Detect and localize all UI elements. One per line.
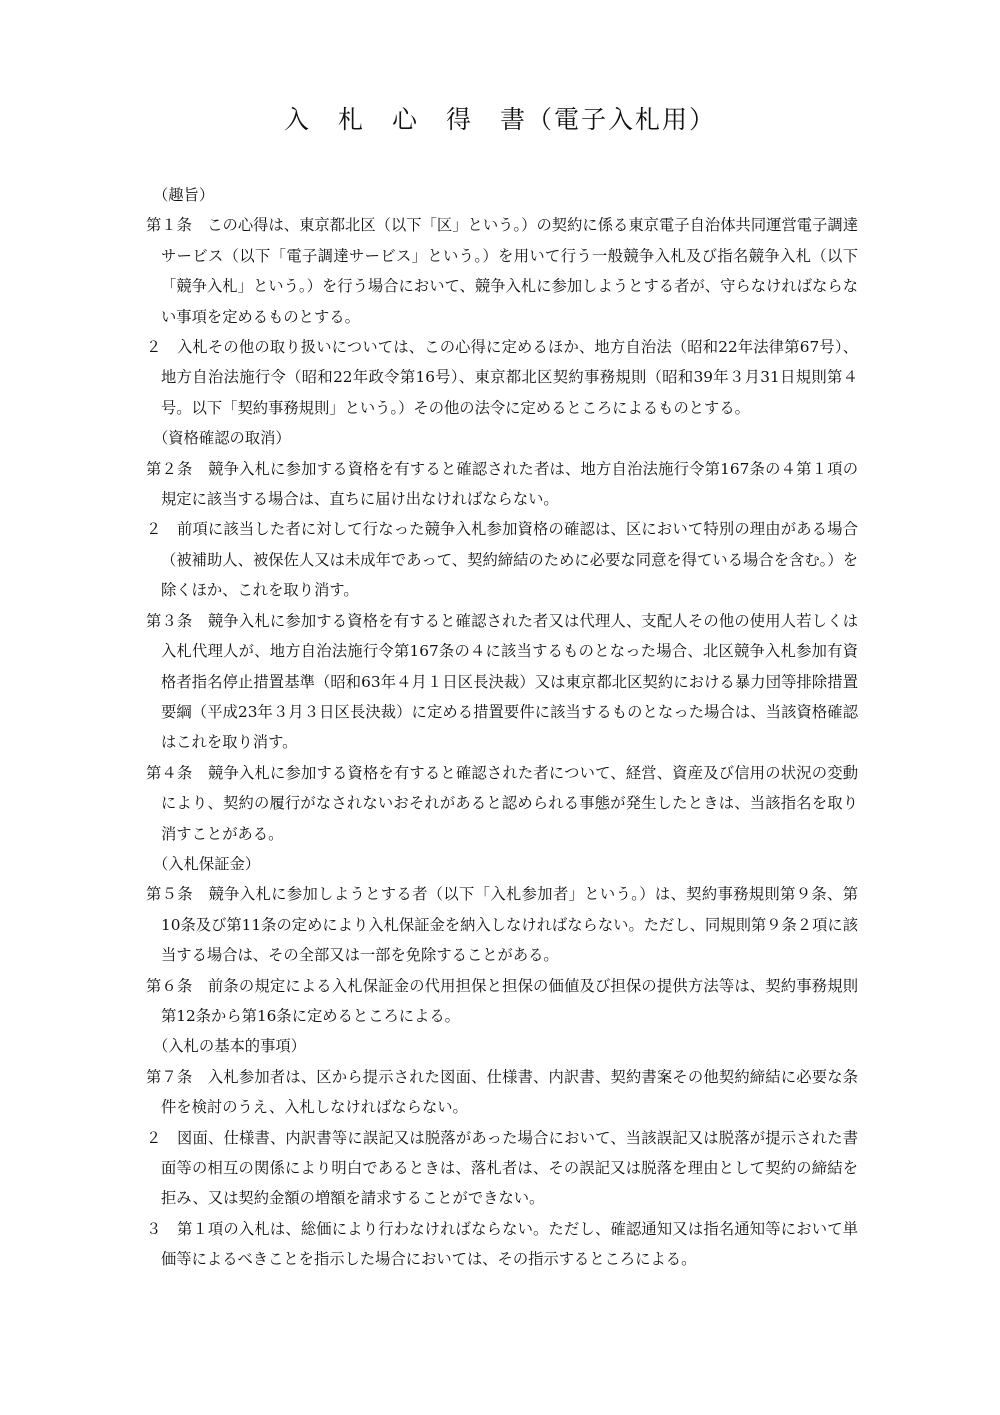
document-body	[146, 180, 858, 1275]
article-2-paragraph-2: ２ 前項に該当した者に対して行なった競争入札参加資格の確認は、区において特別の理由がある場合（被補助人、被保佐人又は未成年であって、契約締結のために必要な同意を得ている場合を含む。）を除くほか、これを取り消す。	[146, 520, 858, 600]
document-title: 入 札 心 得 書（電子入札用）	[283, 105, 716, 134]
article-6: 第６条 前条の規定による入札保証金の代用担保と担保の価値及び担保の提供方法等は、契約事務規則第12条から第16条に定めるところによる。	[146, 976, 858, 1025]
section-heading-basic-matters: （入札の基本的事項）	[153, 1037, 306, 1056]
article-5: 第５条 競争入札に参加しようとする者（以下「入札参加者」という。）は、契約事務規則第９条、第10条及び第11条の定めにより入札保証金を納入しなければならない。ただし、同規則第９条２項に該当する場合は、その全部又は一部を免除することがある。	[146, 885, 858, 965]
article-7-paragraph-3: ３ 第１項の入札は、総価により行わなければならない。ただし、確認通知又は指名通知等において単価等によるべきことを指示した場合においては、その指示するところによる。	[146, 1219, 858, 1269]
section-heading-purpose: （趣旨）	[153, 186, 215, 204]
article-4: 第４条 競争入札に参加する資格を有すると確認された者について、経営、資産及び信用の状況の変動により、契約の履行がなされないおそれがあると認められる事態が発生したときは、当該指名を取り消すことがある。	[146, 763, 858, 843]
article-7-paragraph-2: ２ 図面、仕様書、内訳書等に誤記又は脱落があった場合において、当該誤記又は脱落が提示された書面等の相互の関係により明白であるときは、落札者は、その誤記又は脱落を理由として契約の締結を拒み、又は契約金額の増額を請求することができない。	[146, 1128, 858, 1208]
article-1: 第１条 この心得は、東京都北区（以下「区」という。）の契約に係る東京電子自治体共同運営電子調達サービス（以下「電子調達サービス」という。）を用いて行う一般競争入札及び指名競争入札（以下「競争入札」という。）を行う場合において、競争入札に参加しようとする者が、守らなければならない事項を定めるものとする。	[146, 216, 858, 326]
article-7: 第７条 入札参加者は、区から提示された図面、仕様書、内訳書、契約書案その他契約締結に必要な条件を検討のうえ、入札しなければならない。	[146, 1067, 858, 1117]
section-heading-bid-bond: （入札保証金）	[153, 854, 261, 873]
article-3: 第３条 競争入札に参加する資格を有すると確認された者又は代理人、支配人その他の使用人若しくは入札代理人が、地方自治法施行令第167条の４に該当するものとなった場合、北区競争入札参加有資格者指名停止措置基準（昭和63年４月１日区長決裁）又は東京都北区契約における暴力団等排除措置要綱（平成23年３月３日区長決裁）に定める措置要件に該当するものとなった場合は、当該資格確認はこれを取り消す。	[146, 611, 858, 752]
article-2: 第２条 競争入札に参加する資格を有すると確認された者は、地方自治法施行令第167条の４第１項の規定に該当する場合は、直ちに届け出なければならない。	[146, 459, 858, 509]
section-heading-qualification-cancel: （資格確認の取消）	[153, 429, 291, 448]
article-1-paragraph-2: ２ 入札その他の取り扱いについては、この心得に定めるほか、地方自治法（昭和22年法律第67号）、地方自治法施行令（昭和22年政令第16号）、東京都北区契約事務規則（昭和39年３月31日規則第４号。以下「契約事務規則」という。）その他の法令に定めるところによるものとする。	[146, 338, 858, 417]
